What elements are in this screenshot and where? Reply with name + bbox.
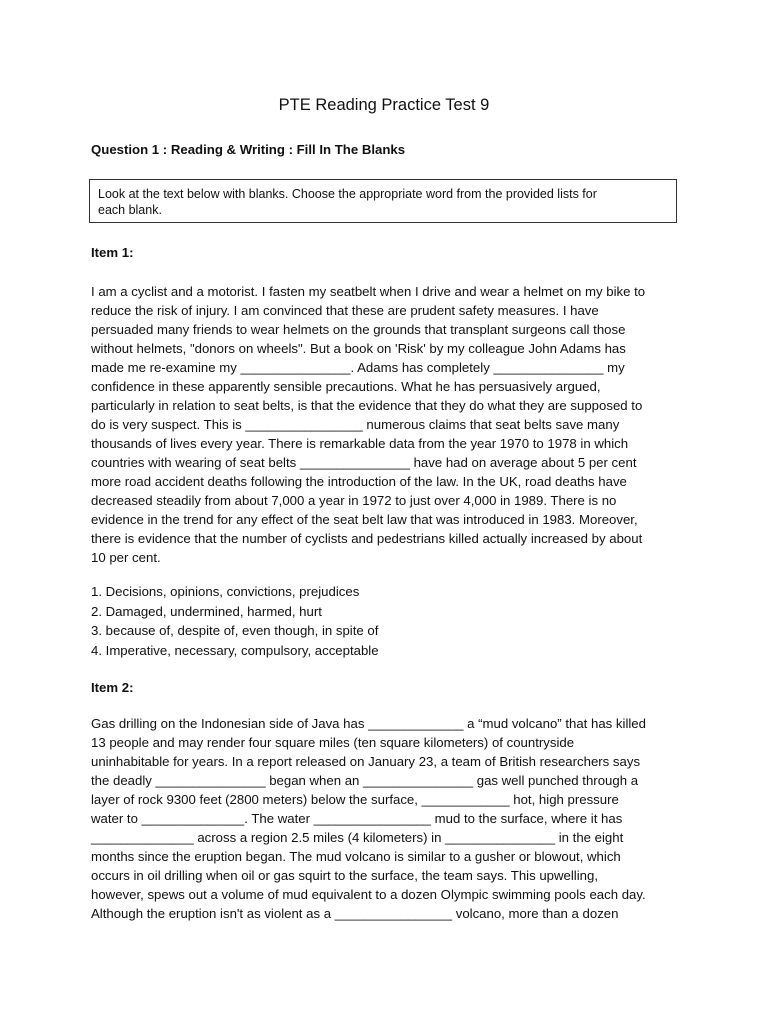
passage-line: months since the eruption began. The mud volcano is similar to a gusher or blowout, which xyxy=(91,849,621,864)
option-list-item: 2. Damaged, undermined, harmed, hurt xyxy=(91,603,322,619)
passage-line: evidence in the trend for any effect of the seat belt law that was introduced in 1983. Moreover, xyxy=(91,512,638,527)
passage-line: I am a cyclist and a motorist. I fasten my seatbelt when I drive and wear a helmet on my bike to xyxy=(91,284,646,299)
passage-line: water to ______________. The water ________________ mud to the surface, where it has xyxy=(91,811,623,826)
passage-line: more road accident deaths following the introduction of the law. In the UK, road deaths have xyxy=(91,474,627,489)
option-list-item: 3. because of, despite of, even though, in spite of xyxy=(91,623,379,638)
item-1-options xyxy=(91,582,379,660)
passage-line: however, spews out a volume of mud equivalent to a dozen Olympic swimming pools each day. xyxy=(91,887,646,902)
passage-line: Although the eruption isn't as violent as a ________________ volcano, more than a dozen xyxy=(91,906,619,921)
instruction-line: Look at the text below with blanks. Choose the appropriate word from the provided lists for xyxy=(98,187,597,201)
passage-line: the deadly _______________ began when an _______________ gas well punched through a xyxy=(91,773,639,788)
page-title: PTE Reading Practice Test 9 xyxy=(278,96,490,114)
instruction-line: each blank. xyxy=(98,203,162,217)
item-1-heading: Item 1: xyxy=(91,245,134,260)
passage-line: layer of rock 9300 feet (2800 meters) below the surface, ____________ hot, high pressure xyxy=(91,792,619,807)
passage-line: reduce the risk of injury. I am convinced that these are prudent safety measures. I have xyxy=(91,303,599,318)
passage-line: countries with wearing of seat belts _______________ have had on average about 5 per cent xyxy=(91,455,637,470)
passage-line: confidence in these apparently sensible precautions. What he has persuasively argued, xyxy=(91,379,601,394)
instruction-box xyxy=(89,179,677,223)
question-heading: Question 1 : Reading & Writing : Fill In The Blanks xyxy=(91,142,406,157)
option-list-item: 4. Imperative, necessary, compulsory, acceptable xyxy=(91,642,379,658)
passage-line: made me re-examine my _______________. Adams has completely _______________ my xyxy=(91,360,625,375)
passage-line: do is very suspect. This is ________________ numerous claims that seat belts save many xyxy=(91,417,620,432)
passage-line: thousands of lives every year. There is remarkable data from the year 1970 to 1978 in which xyxy=(91,436,629,451)
passage-line: decreased steadily from about 7,000 a year in 1972 to just over 4,000 in 1989. There is no xyxy=(91,493,617,508)
item-1-passage xyxy=(91,282,681,567)
passage-line: occurs in oil drilling when oil or gas squirt to the surface, the team says. This upwelling, xyxy=(91,868,598,883)
passage-line: there is evidence that the number of cyclists and pedestrians killed actually increased by about xyxy=(91,531,643,546)
passage-line: without helmets, "donors on wheels". But a book on 'Risk' by my colleague John Adams has xyxy=(91,341,626,356)
passage-line: persuaded many friends to wear helmets on the grounds that transplant surgeons call those xyxy=(91,322,626,337)
item-2-passage xyxy=(91,714,681,923)
passage-line: uninhabitable for years. In a report released on January 23, a team of British researchers says xyxy=(91,754,641,769)
passage-line: Gas drilling on the Indonesian side of Java has _____________ a “mud volcano” that has killed xyxy=(91,716,646,731)
item-2-heading: Item 2: xyxy=(91,680,134,695)
passage-line: 13 people and may render four square miles (ten square kilometers) of countryside xyxy=(91,735,575,750)
passage-line: ______________ across a region 2.5 miles (4 kilometers) in _______________ in the eight xyxy=(91,830,624,845)
option-list-item: 1. Decisions, opinions, convictions, prejudices xyxy=(91,584,360,599)
passage-line: 10 per cent. xyxy=(91,550,161,565)
passage-line: particularly in relation to seat belts, is that the evidence that they do what they are supposed to xyxy=(91,398,643,413)
